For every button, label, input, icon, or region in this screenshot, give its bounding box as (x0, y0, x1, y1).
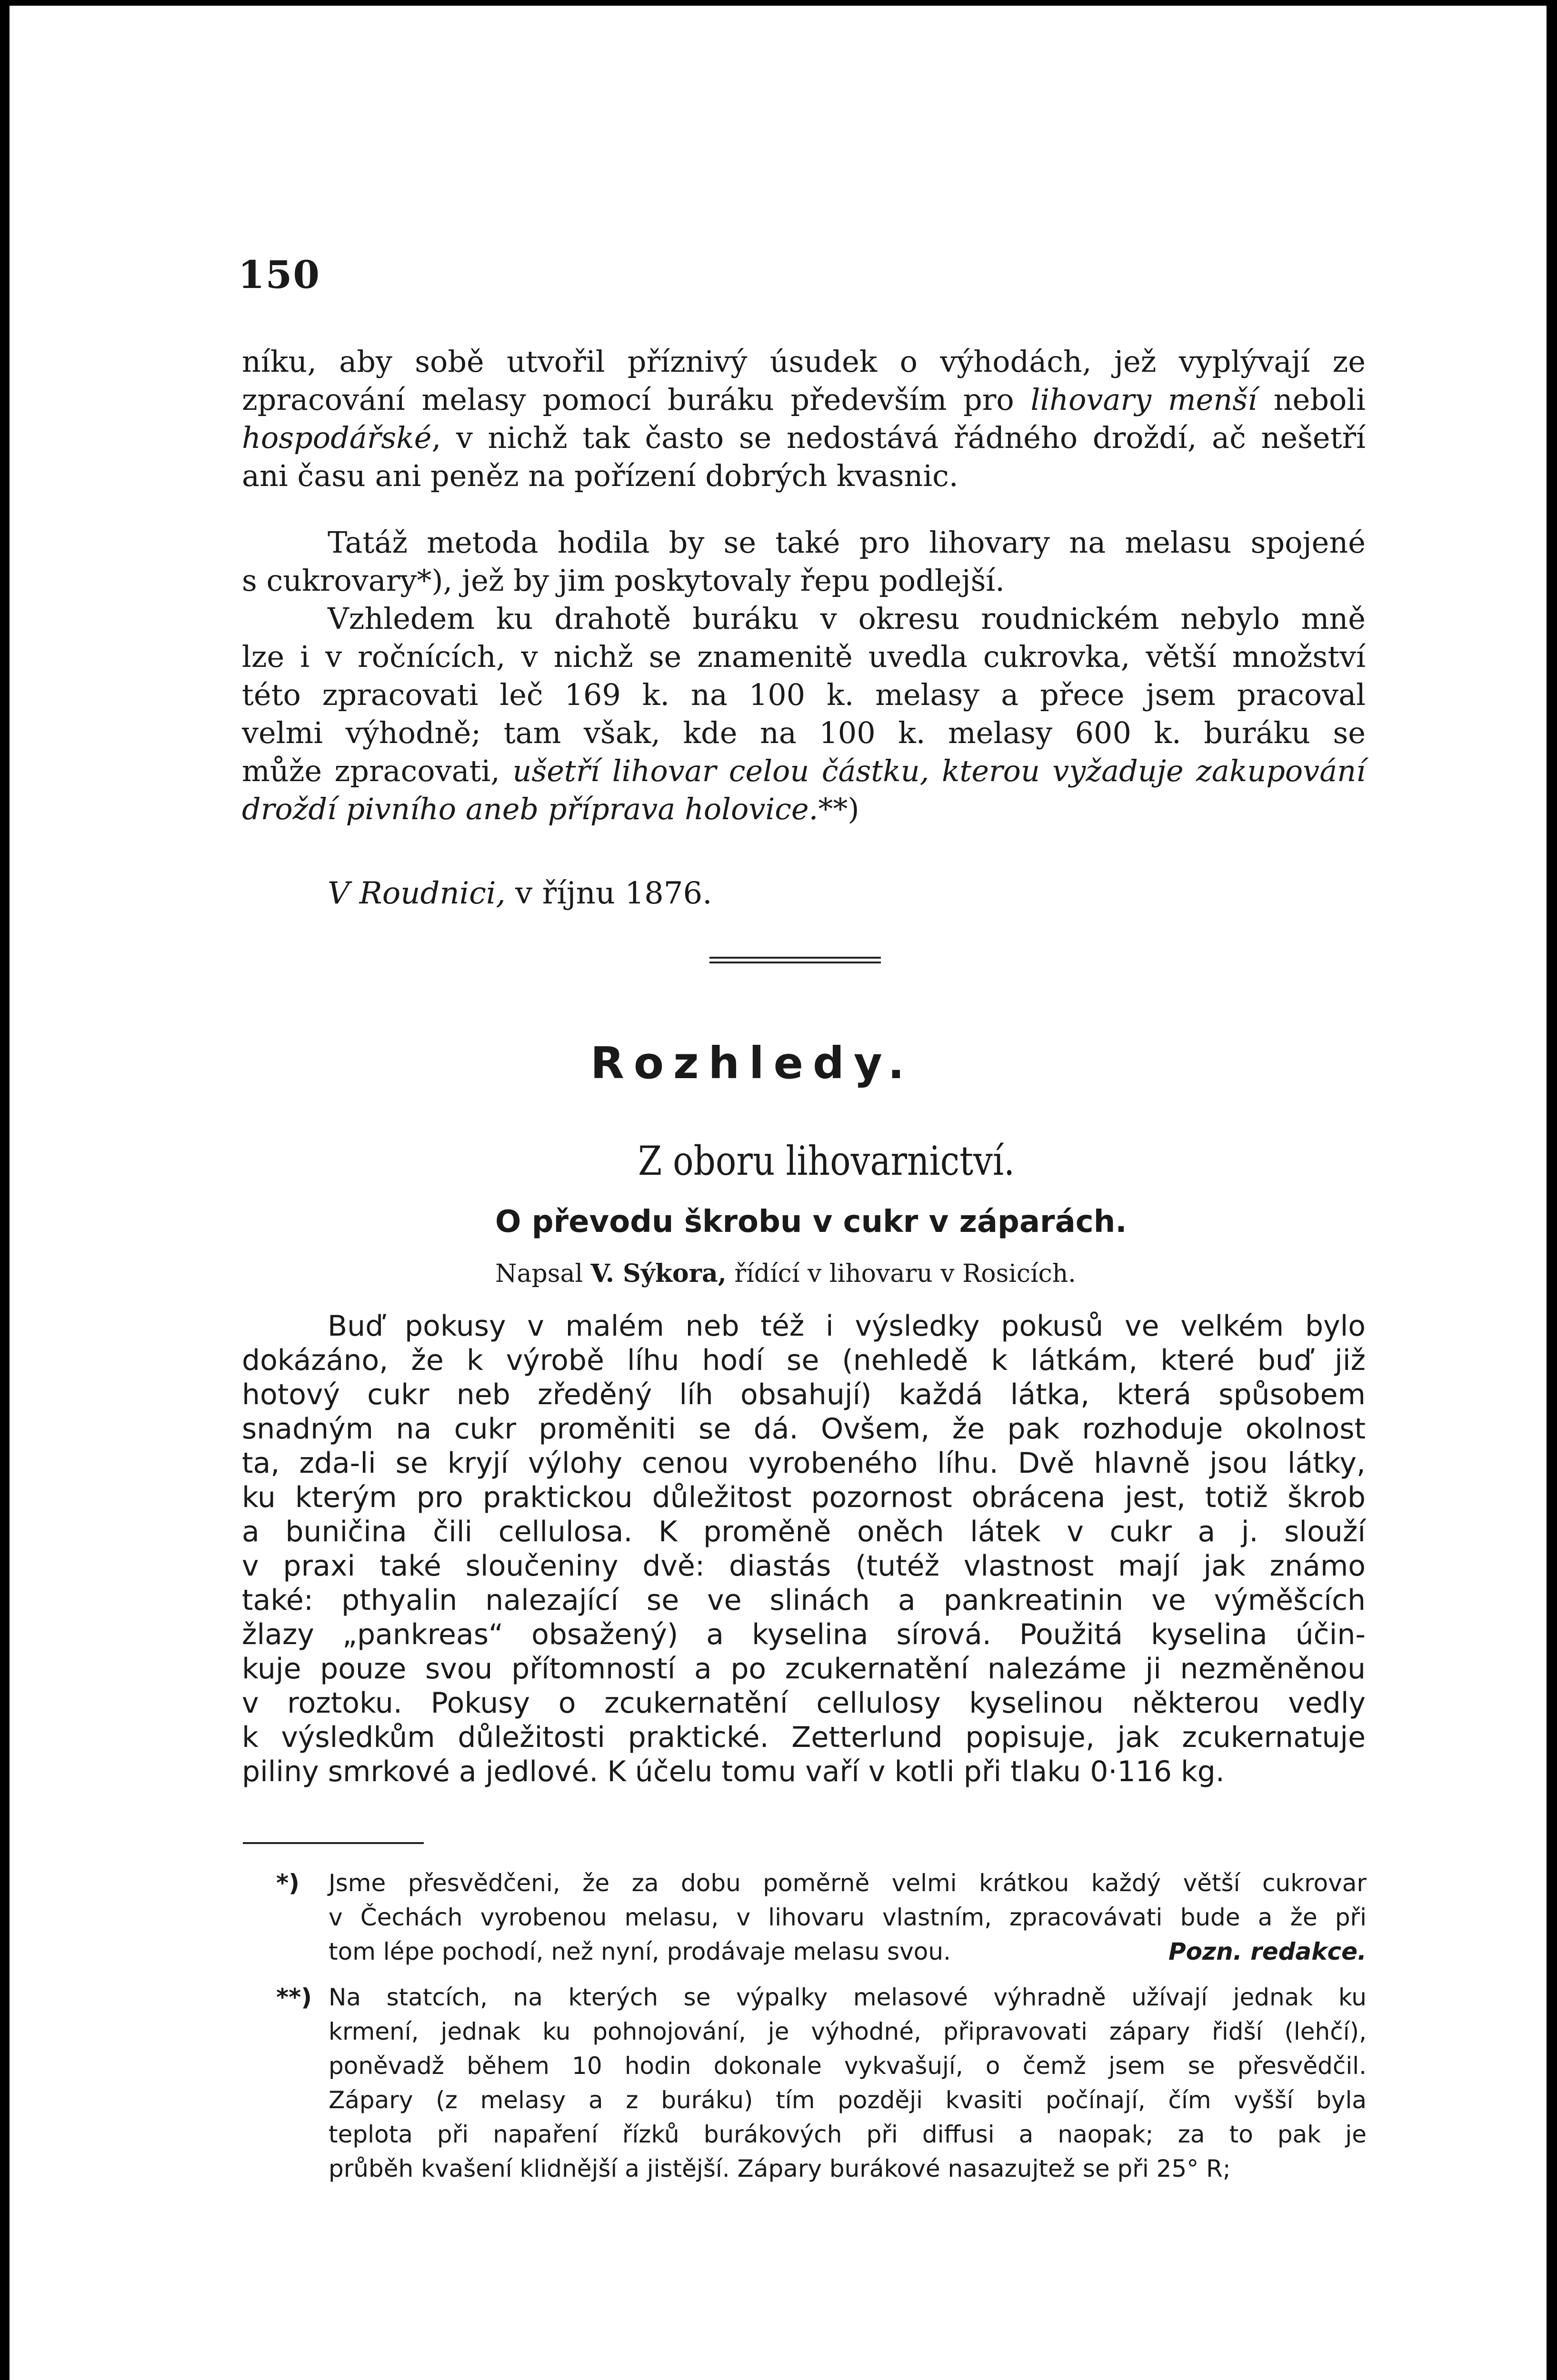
emphasis: hospodářské (242, 420, 432, 455)
signature-date: v říjnu 1876. (515, 876, 712, 911)
byline-author: V. Sýkora, (590, 1259, 727, 1288)
section-heading: Rozhledy. (590, 1038, 914, 1089)
footnote-marker: **) (276, 1983, 312, 2011)
text-line: lze i v ročnících, v nichž se znamenitě uvedla cukrovka, větší množství (242, 639, 1366, 674)
paragraph-vzhledem (242, 600, 1366, 828)
byline-prefix: Napsal (495, 1259, 583, 1288)
text-line: v praxi také sloučeniny dvě: diastás (tutéž vlastnost mají jak známo (242, 1549, 1366, 1583)
text-line: k výsledkům důležitosti praktické. Zetterlund popisuje, jak zcukernatuje (242, 1721, 1366, 1754)
emphasis: ušetří lihovar celou částku, kterou vyžaduje zakupování (512, 754, 1366, 788)
text-line: této zpracovati leč 169 k. na 100 k. melasy a přece jsem pracoval (242, 677, 1366, 712)
section-divider (709, 957, 881, 963)
footnote-line: teplota při napaření řízků burákových při diffusi a naopak; za to pak je (329, 2121, 1367, 2148)
footnote-2 (276, 1980, 1367, 2186)
place-date-signature (328, 876, 712, 911)
text-line: hotový cukr neb zředěný líh obsahují) každá látka, která spůsobem (242, 1378, 1366, 1411)
paragraph-metoda (242, 524, 1366, 600)
scan-border-left (0, 0, 10, 2380)
byline (495, 1259, 1076, 1288)
footnote-text: tom lépe pochodí, než nyní, prodávaje melasu svou. (329, 1938, 951, 1965)
text-line: žlazy „pankreas“ obsažený) a kyselina sírová. Použitá kyselina účin- (242, 1618, 1366, 1651)
text-line: ta, zda-li se kryjí výlohy cenou vyrobeného líhu. Dvě hlavně jsou látky, (242, 1447, 1366, 1480)
footnote-line: Zápary (z melasy a z buráku) tím později kvasiti počínají, čím vyšší byla (329, 2086, 1367, 2114)
article-subtitle: O převodu škrobu v cukr v záparách. (495, 1204, 1127, 1240)
text-line (242, 790, 1366, 828)
byline-role: řídící v lihovaru v Rosicích. (734, 1259, 1076, 1288)
text-line: ani času ani peněz na pořízení dobrých kvasnic. (242, 458, 958, 493)
text-line: hospodářské, v nichž tak často se nedostává řádného droždí, ač nešetří (242, 420, 1366, 455)
signature-place: V Roudnici, (328, 876, 506, 911)
footnote-line: krmení, jednak ku pohnojování, je výhodné, připravovati zápary řidší (lehčí), (329, 2018, 1367, 2045)
page-number: 150 (238, 252, 320, 297)
article-title: Z oboru lihovarnictví. (638, 1138, 1015, 1184)
text-line: Buď pokusy v malém neb též i výsledky pokusů ve velkém bylo (328, 1309, 1366, 1343)
text-line: zpracování melasy pomocí buráku především pro lihovary menší neboli (242, 382, 1366, 417)
scan-border-top (0, 0, 1557, 6)
text-line: kuje pouze svou přítomností a po zcukernatění nalezáme ji nezměněnou (242, 1652, 1366, 1686)
text-line: s cukrovary*), jež by jim poskytovaly řepu podlejší. (242, 563, 1005, 598)
text-line: také: pthyalin nalezající se ve slinách a pankreatinin ve výměšcích (242, 1584, 1366, 1617)
text-fragment: může zpracovati, (242, 754, 500, 788)
paragraph-continuation (242, 343, 1366, 495)
footnote-line: v Čechách vyrobenou melasu, v lihovaru vlastním, zpracovávati bude a že při (329, 1904, 1367, 1931)
article-body (242, 1309, 1366, 1789)
text-line: piliny smrkové a jedlové. K účelu tomu vaří v kotli při tlaku 0·116 kg. (242, 1755, 1225, 1788)
footnote-1 (276, 1866, 1367, 1969)
text-line (242, 752, 1366, 790)
footnote-marker: *) (276, 1869, 299, 1897)
footnote-ref: **) (818, 792, 859, 826)
text-line: snadným na cukr proměniti se dá. Ovšem, že pak rozhoduje okolnost (242, 1412, 1366, 1446)
emphasis: droždí pivního aneb příprava holovice. (242, 792, 818, 826)
footnote-rule (243, 1842, 424, 1844)
text-line: v roztoku. Pokusy o zcukernatění cellulosy kyselinou některou vedly (242, 1686, 1366, 1720)
footnote-line: Na statcích, na kterých se výpalky melasové výhradně užívají jednak ku (329, 1983, 1367, 2011)
footnote-line: poněvadž během 10 hodin dokonale vykvašují, o čemž jsem se přesvědčil. (329, 2052, 1367, 2080)
text-line: a buničina čili cellulosa. K proměně oněch látek v cukr a j. slouží (242, 1515, 1366, 1548)
emphasis: lihovary menší (1030, 382, 1257, 417)
footnote-line (329, 1934, 1367, 1969)
footnote-line: průběh kvašení klidnější a jistější. Zápary burákové nasazujtež se při 25° R; (329, 2155, 1231, 2182)
footnote-line: Jsme přesvědčeni, že za dobu poměrně velmi krátkou každý větší cukrovar (329, 1869, 1367, 1897)
text-line: ku kterým pro praktickou důležitost pozornost obrácena jest, totiž škrob (242, 1481, 1366, 1514)
text-line: Tatáž metoda hodila by se také pro lihovary na melasu spojené (328, 525, 1366, 560)
text-line: Vzhledem ku drahotě buráku v okresu roudnickém nebylo mně (328, 601, 1366, 636)
editor-note: Pozn. redakce. (1168, 1938, 1367, 1965)
text-line: velmi výhodně; tam však, kde na 100 k. melasy 600 k. buráku se (242, 715, 1366, 750)
text-line: níku, aby sobě utvořil příznivý úsudek o výhodách, jež vyplývají ze (242, 344, 1366, 379)
scan-border-right (1547, 0, 1557, 2380)
text-line: dokázáno, že k výrobě líhu hodí se (nehledě k látkám, které buď již (242, 1344, 1366, 1377)
